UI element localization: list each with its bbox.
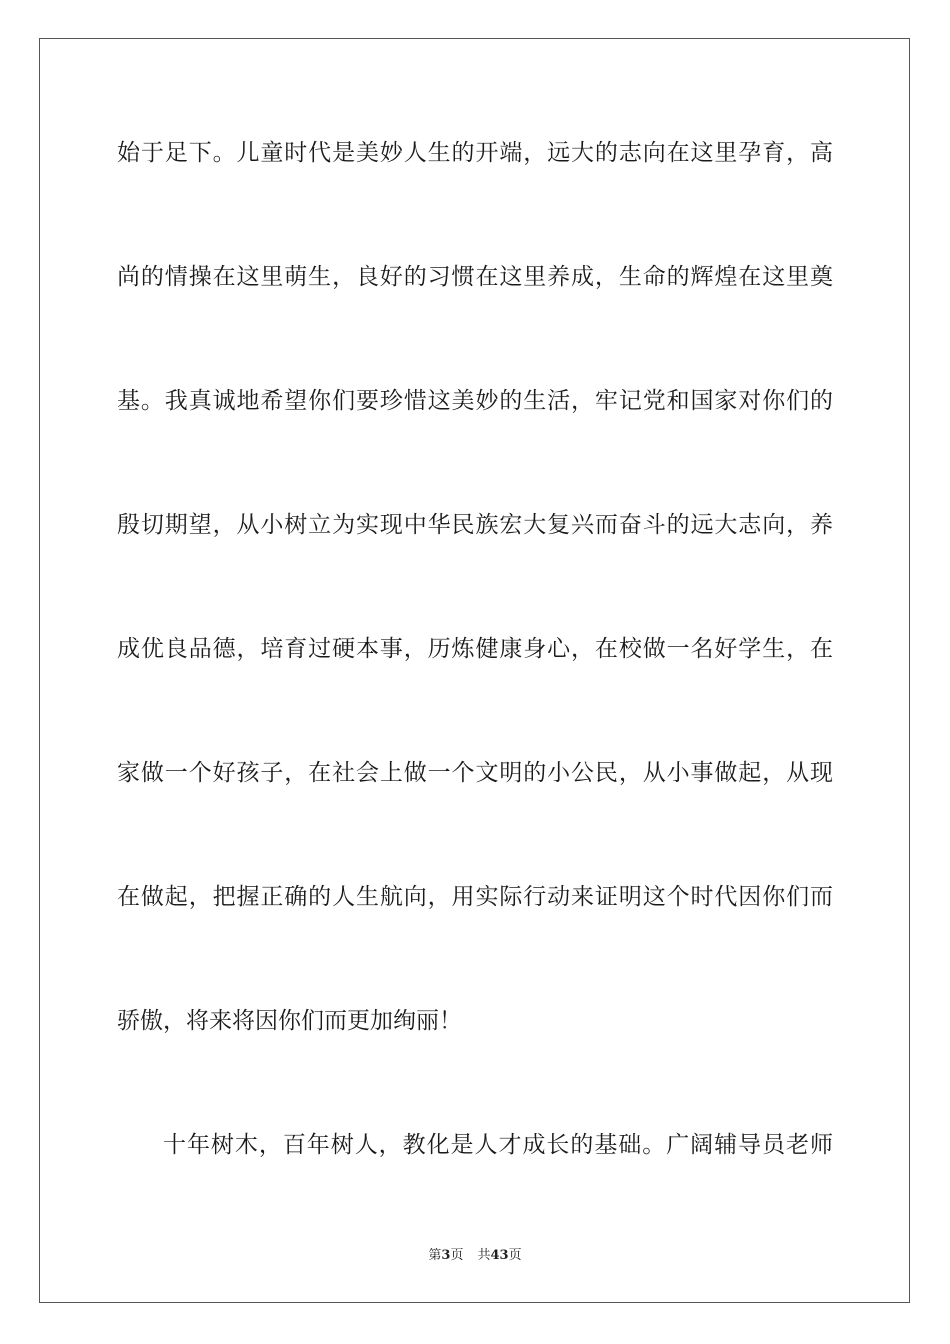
total-suffix: 页 bbox=[508, 1248, 522, 1263]
page-prefix: 第 bbox=[428, 1248, 442, 1263]
total-prefix: 共 bbox=[477, 1248, 491, 1263]
body-line-2: 尚的情操在这里萌生，良好的习惯在这里养成，生命的辉煌在这里奠 bbox=[117, 264, 833, 290]
body-line-7: 在做起，把握正确的人生航向，用实际行动来证明这个时代因你们而 bbox=[117, 884, 833, 910]
page-suffix: 页 bbox=[450, 1248, 464, 1263]
body-line-4: 殷切期望，从小树立为实现中华民族宏大复兴而奋斗的远大志向，养 bbox=[117, 512, 833, 538]
body-line-1: 始于足下。儿童时代是美妙人生的开端，远大的志向在这里孕育，高 bbox=[117, 140, 833, 166]
body-line-8: 骄傲，将来将因你们而更加绚丽！ bbox=[117, 1008, 462, 1034]
page-number: 3 bbox=[441, 1248, 451, 1263]
body-line-5: 成优良品德，培育过硬本事，历炼健康身心，在校做一名好学生，在 bbox=[117, 636, 833, 662]
body-line-3: 基。我真诚地希望你们要珍惜这美妙的生活，牢记党和国家对你们的 bbox=[117, 388, 833, 414]
total-pages: 43 bbox=[490, 1248, 509, 1263]
body-line-9: 十年树木，百年树人，教化是人才成长的基础。广阔辅导员老师 bbox=[163, 1132, 833, 1158]
page-footer bbox=[0, 1248, 950, 1264]
body-line-6: 家做一个好孩子，在社会上做一个文明的小公民，从小事做起，从现 bbox=[117, 760, 833, 786]
page-border bbox=[39, 38, 910, 1303]
